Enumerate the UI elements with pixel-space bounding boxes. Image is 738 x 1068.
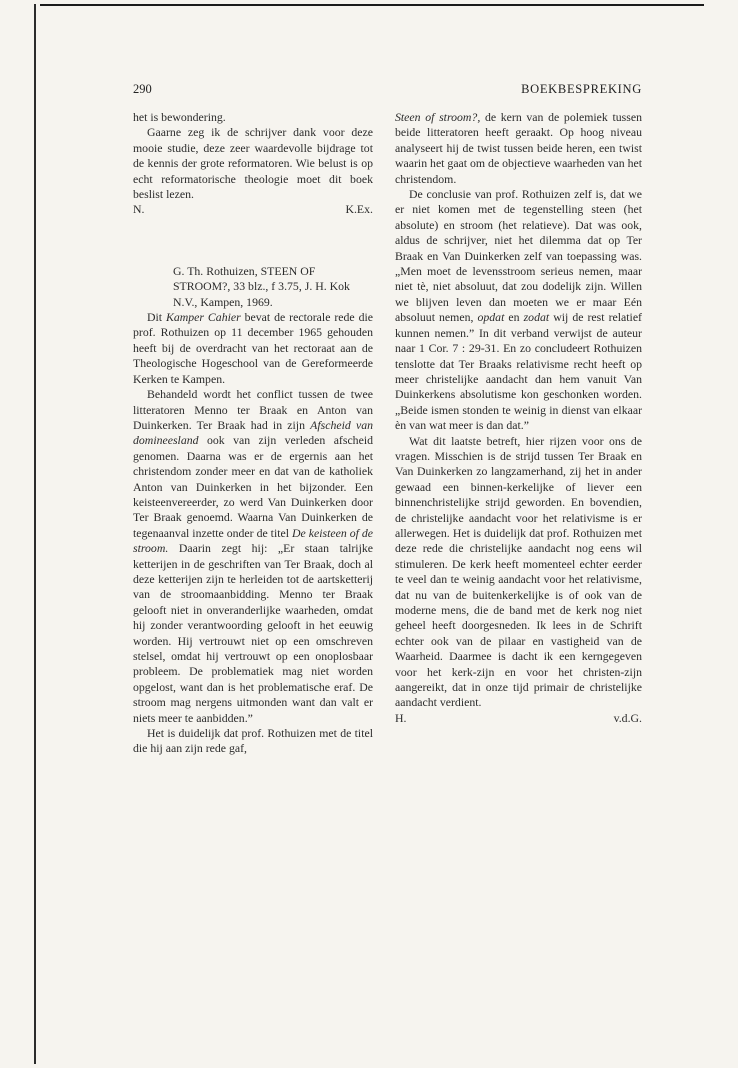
right-column [395,110,642,726]
signature-name: K.Ex. [345,202,373,217]
paragraph: Gaarne zeg ik de schrijver dank voor deze mooie studie, deze zeer waardevolle bijdrage tot de kennis der grote reformatoren. Wie belust is op echt reformatorische theologie moet dit boek beslist lezen. [133,125,373,202]
signature-name: v.d.G. [613,710,642,725]
signature-initial: N. [133,202,145,217]
paragraph: Steen of stroom?, de kern van de polemiek tussen beide litteratoren heeft geraakt. Op hoog niveau analyseert hij de twist tussen beide heren, een twist waarin het gaat om de objectieve waarheden van het christendom. [395,110,642,186]
page-border-top [40,4,704,6]
review-signature [395,711,642,726]
paragraph: Dit Kamper Cahier bevat de rectorale rede die prof. Rothuizen op 11 december 1965 gehouden heeft bij de overdracht van het rectoraat aan de Theologische Hogeschool van de Gereformeerde Kerken te Kampen. [133,310,373,386]
page-header [133,82,642,98]
paragraph: Behandeld wordt het conflict tussen de twee litteratoren Menno ter Braak en Anton van Duinkerken. Ter Braak had in zijn Afscheid van domineesland ook van zijn verleden afscheid genomen. Daarna was er de ergernis aan het christendom zonder meer en dat van de katholiek Anton van Duinkerken in het bijzonder. Een keisteenvereerder, zo werd Van Duinkerken door Ter Braak genoemd. Waarna Van Duinkerken de tegenaanval inzette onder de titel De keisteen of de stroom. Daarin zegt hij: „Er staan talrijke ketterijen in de geschriften van Ter Braak, doch al deze ketterijen zijn te herleiden tot de aartsketterij van de stroomaanbidding. Menno ter Braak gelooft niet in onveranderlijke waarheden, omdat hij zonder verantwoording gelooft in het eeuwig worden. Hij vertrouwt niet op een omschreven stelsel, omdat hij vertrouwt op een onoplosbaar probleem. De problematiek mag niet worden opgelost, want dan is het problematische eraf. De stroom mag nergens uitmonden want dan valt er niets meer te aanbidden.” [133,387,374,725]
left-column [133,110,373,757]
page-number: 290 [133,82,152,96]
paragraph: De conclusie van prof. Rothuizen zelf is, dat we er niet komen met de tegenstelling steen (het absolute) en stroom (het relatieve). Dat was ook, aldus de schrijver, niet het dilemma dat op Ter Braak en Van Duinkerken zelf van toepassing was. „Men moet de levensstroom serieus nemen, maar niet tè, niet absoluut, dat zou dodelijk zijn. Willen we blijven leven dan moeten we er maar Eén absoluut nemen, opdat en zodat wij de rest relatief kunnen nemen.” In dit verband verwijst de auteur naar 1 Cor. 7 : 29-31. En zo concludeert Rothuizen tenslotte dat Ter Braaks relativisme recht heeft op meer christelijke aandacht dan hem vanuit Van Duinkerkens absolutisme kon geschonken worden. „Beide ismen stonden te weinig in dienst van elkaar èn van wat meer is dan dat.” [395,187,642,433]
signature-initial: H. [395,710,407,725]
page-border-left [34,4,36,1064]
book-entry: G. Th. Rothuizen, STEEN OF STROOM?, 33 blz., f 3.75, J. H. Kok N.V., Kampen, 1969. [173,263,350,309]
paragraph: Wat dit laatste betreft, hier rijzen voor ons de vragen. Misschien is de strijd tussen Ter Braak en Van Duinkerken zo langzamerhand, zij het in ander gewaad een binnen-kerkelijke of liever een binnenchristelijke strijd geworden. En bovendien, de christelijke aandacht voor het relativisme is er allerwegen. Het is duidelijk dat prof. Rothuizen met deze rede die christelijke aandacht nog eens wil stimuleren. De kerk heeft momenteel echter eerder te veel dan te weinig aandacht voor het relativisme, dat nu van de buitenkerkelijke is of ook van de moderne mens, die de band met de kerk nog niet geheel heeft doorgesneden. Ik lees in de Schrift echter ook van de pilaar en vastigheid van de Waarheid. Daarmee is dacht ik een kerngegeven voor het kerk-zijn en voor het christen-zijn aangereikt, dat in onze tijd primair de christelijke aandacht verdient. [395,433,642,710]
review-signature [133,202,373,217]
running-head: BOEKBESPREKING [521,82,642,96]
paragraph: Het is duidelijk dat prof. Rothuizen met de titel die hij aan zijn rede gaf, [133,726,373,756]
paragraph: het is bewondering. [133,110,226,124]
